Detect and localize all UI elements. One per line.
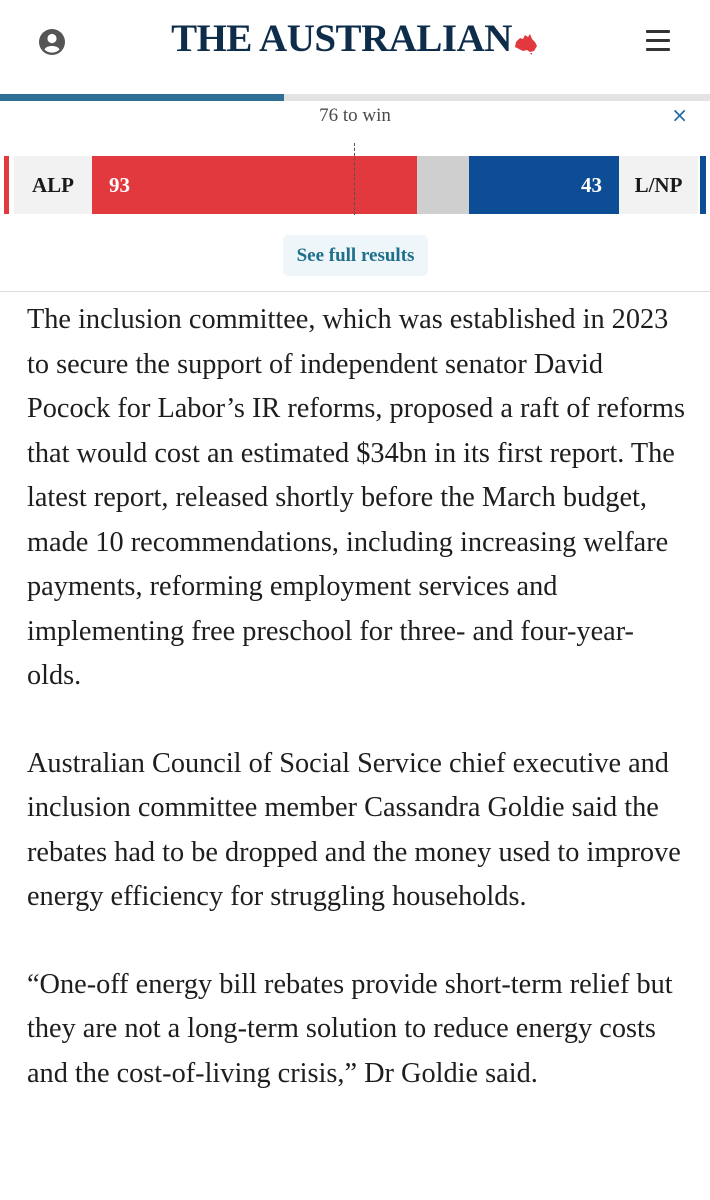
alp-seat-bar: [92, 156, 417, 214]
lnp-seat-count: 43: [580, 173, 602, 197]
lnp-party-label: L/NP: [619, 156, 698, 214]
masthead-logo[interactable]: [0, 16, 710, 62]
alp-party-label: ALP: [14, 156, 92, 214]
see-full-results-button[interactable]: See full results: [283, 235, 428, 276]
australia-map-icon: [513, 20, 539, 42]
reading-progress-bar: [0, 94, 710, 101]
other-seat-bar: [417, 156, 469, 214]
site-header: [0, 0, 710, 84]
article-paragraph: Australian Council of Social Service chief executive and inclusion committee member Cassandra Goldie said the rebates had to be dropped and the money used to improve energy efficiency for struggling households.: [27, 747, 681, 912]
masthead-text: THE AUSTRALIAN: [171, 17, 512, 60]
section-divider: [0, 291, 710, 292]
hamburger-menu-icon[interactable]: [646, 30, 670, 52]
win-threshold-label: 76 to win: [319, 105, 391, 126]
lnp-edge-marker: [700, 156, 706, 214]
win-threshold-line: [354, 143, 355, 215]
reading-progress-fill: [0, 94, 284, 101]
article-body: [27, 298, 687, 1139]
alp-edge-marker: [4, 156, 9, 214]
close-icon[interactable]: ×: [671, 103, 688, 127]
election-results-widget: [0, 101, 710, 291]
article-paragraph: “One-off energy bill rebates provide short-term relief but they are not a long-term solution to reduce energy costs and the cost-of-living crisis,” Dr Goldie said.: [27, 968, 673, 1089]
lnp-seat-bar: [469, 156, 619, 214]
article-paragraph: The inclusion committee, which was established in 2023 to secure the support of independent senator David Pocock for Labor’s IR reforms, proposed a raft of reforms that would cost an estimated $34bn in its first report. The latest report, released shortly before the March budget, made 10 recommendations, including increasing welfare payments, reforming employment services and implementing free preschool for three- and four-year-olds.: [27, 304, 685, 691]
alp-seat-count: 93: [109, 173, 130, 197]
seat-tally-bar: [0, 156, 710, 214]
